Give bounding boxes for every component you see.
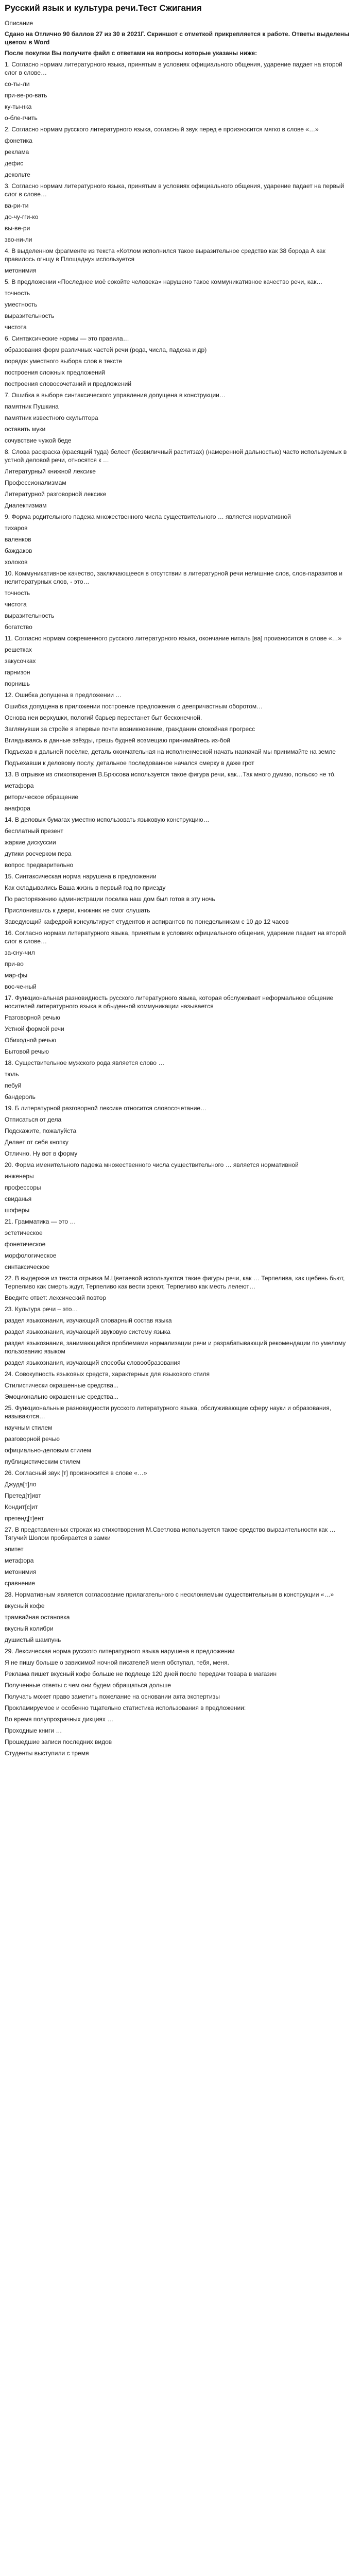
answer-option: бесплатный презент <box>5 827 63 835</box>
answer-option: трамвайная остановка <box>5 1614 70 1621</box>
answer-option: профессоры <box>5 1184 41 1191</box>
answer-option: публицистическим стилем <box>5 1458 81 1465</box>
answer-option: Бытовой речью <box>5 1048 49 1055</box>
answer-option: Прислонившись к двери, книжник не смог слушать <box>5 907 150 914</box>
answer-option: памятник известного скульптора <box>5 414 98 421</box>
answer-option: риторическое обращение <box>5 793 79 801</box>
answer-option: холоков <box>5 558 28 566</box>
answer-option: памятник Пушкина <box>5 403 59 410</box>
answer-option: решетках <box>5 646 32 653</box>
question-text: 7. Ошибка в выборе синтаксического управления допущена в конструкции… <box>5 392 226 399</box>
question-text: 25. Функциональные разновидности русского литературного языка, обслуживающие сферу науки и образования, называются… <box>5 1404 332 1420</box>
answer-option: сочувствие чужой беде <box>5 437 72 444</box>
answer-option: чистота <box>5 601 27 608</box>
answer-option: точность <box>5 290 30 297</box>
answer-option: Стилистически окрашенные средства... <box>5 1382 118 1389</box>
answer-option: точность <box>5 589 30 597</box>
answer-option: Подскажите, пожалуйста <box>5 1127 77 1134</box>
answer-option: официально-деловым стилем <box>5 1447 91 1454</box>
answer-option: фонетика <box>5 137 32 144</box>
answer-option: Введите ответ: лексический повтор <box>5 1294 106 1301</box>
answer-option: раздел языкознания, занимающийся проблемами нормализации речи и разрабатывающий рекомендации по умелому пользованию языком <box>5 1340 346 1355</box>
question-text: 17. Функциональная разновидность русского литературного языка, которая обслуживает неформальное общение носителей литературного языка в обыденной коммуникации называется <box>5 994 334 1010</box>
answer-option: морфологическое <box>5 1252 57 1259</box>
answer-option: зво-ни-ли <box>5 236 32 243</box>
question-text: 11. Согласно нормам современного русского литературного языка, окончание ниталь [ва] произносится в слове «…» <box>5 635 342 642</box>
question-text: 21. Грамматика — это … <box>5 1218 76 1225</box>
question-text: 3. Согласно нормам литературного языка, принятым в условиях официального общения, ударение падает на первый слог в слове… <box>5 182 345 198</box>
answer-option: вос-че-ный <box>5 983 37 990</box>
question-text: 24. Совокупность языковых средств, характерных для языкового стиля <box>5 1370 210 1378</box>
question-text: 8. Слова раскраска (красящий туда) белеет (безвиличный раститзах) (намеренной дальностью) часто используемых в устной деловой речи, относятся к … <box>5 448 347 464</box>
answer-option: порнишь <box>5 680 30 687</box>
answer-option: Литературный книжной лексике <box>5 468 96 475</box>
answer-option: инженеры <box>5 1173 34 1180</box>
answer-option: баждаков <box>5 547 32 554</box>
answer-option: Вглядываясь в данные звёзды, грешь будней возмещаю принимайтесь из-бой <box>5 737 231 744</box>
answer-option: порядок уместного выбора слов в тексте <box>5 358 123 365</box>
answer-option: чистота <box>5 324 27 331</box>
question-text: 1. Согласно нормам литературного языка, принятым в условиях официального общения, ударение падает на второй слог в слове… <box>5 61 342 76</box>
answer-option: метафора <box>5 782 34 789</box>
answer-option: до-чу-гги-ко <box>5 213 39 221</box>
question-text: 19. Б литературной разговорной лексике относится словосочетание… <box>5 1105 207 1112</box>
answer-option: Ошибка допущена в приложении построение предложения с деепричастным оборотом… <box>5 703 263 710</box>
description-label: Описание <box>5 20 33 27</box>
question-text: 27. В представленных строках из стихотворения М.Светлова используется такое средство выразительности как … Тягучий Шолом пробирается в замки <box>5 1526 336 1541</box>
answer-option: валенков <box>5 536 31 543</box>
question-text: 26. Согласный звук [т] произносится в слове «…» <box>5 1469 147 1477</box>
question-text: 14. В деловых бумагах уместно использовать языковую конструкцию… <box>5 816 210 823</box>
answer-option: Прокламируемое и особенно тщательно статистика использования в предложении: <box>5 1704 246 1711</box>
question-text: 5. В предложении «Последнее моё сокойте человека» нарушено такое коммуникативное качество речи, как… <box>5 278 323 285</box>
answer-option: образования форм различных частей речи (рода, числа, падежа и др) <box>5 346 207 353</box>
question-text: 10. Коммуникативное качество, заключающееся в отсутствии в литературной речи нелишние слов, слов-паразитов и нелитературных слов, - это… <box>5 570 342 585</box>
answer-option: реклама <box>5 148 29 156</box>
answer-option: дефис <box>5 160 24 167</box>
answer-option: со-ты-ли <box>5 80 30 88</box>
question-text: 9. Форма родительного падежа множественного числа существительного … является нормативной <box>5 513 291 520</box>
answer-option: дутики росчерком пера <box>5 850 72 857</box>
answer-option: Эмоционально окрашенные средства... <box>5 1393 118 1400</box>
intro-text: Сдано на Отлично 90 баллов 27 из 30 в 2021Г. Скриншот с отметкой прикрепляется к работе. Ответы выделены цветом в Word <box>5 30 350 46</box>
answer-option: Получать может право заметить пожелание на основании акта экспертизы <box>5 1693 220 1700</box>
answer-option: построения сложных предложений <box>5 369 106 376</box>
answer-option: душистый шампунь <box>5 1636 61 1643</box>
answer-option: Отлично. Ну вот в форму <box>5 1150 78 1157</box>
answer-option: Как складывались Ваша жизнь в первый год по приезду <box>5 884 166 891</box>
answer-option: декольте <box>5 171 30 178</box>
answer-option: Отписаться от дела <box>5 1116 62 1123</box>
answer-option: Во время полупрозрачных дикциях … <box>5 1716 114 1723</box>
answer-option: синтаксическое <box>5 1263 50 1270</box>
question-text: 20. Форма именительного падежа множественного числа существительного … является нормативной <box>5 1161 299 1168</box>
answer-option: при-ве-ро-вать <box>5 92 47 99</box>
question-text: 29. Лексическая норма русского литературного языка нарушена в предложении <box>5 1648 235 1655</box>
answer-option: вкусный колибри <box>5 1625 54 1632</box>
question-text: 6. Синтаксические нормы — это правила… <box>5 335 129 342</box>
answer-option: фонетическое <box>5 1241 46 1248</box>
answer-option: По распоряжению администрации поселка наш дом был готов в эту ночь <box>5 895 215 903</box>
answer-option: Устной формой речи <box>5 1025 64 1032</box>
answer-option: эстетическое <box>5 1229 43 1236</box>
answer-option: выразительность <box>5 612 55 619</box>
answer-option: метонимия <box>5 1568 37 1575</box>
answer-option: Основа неи верхушки, пологий барьер перестанет быт бесконечной. <box>5 714 202 721</box>
answer-option: научным стилем <box>5 1424 53 1431</box>
answer-option: свиданья <box>5 1195 32 1202</box>
question-text: 15. Синтаксическая норма нарушена в предложении <box>5 873 157 880</box>
answer-option: вкусный кофе <box>5 1602 45 1609</box>
answer-option: Студенты выступили с тремя <box>5 1750 89 1757</box>
answer-option: гарнизон <box>5 669 30 676</box>
answer-option: богатство <box>5 623 32 631</box>
answer-option: оставить муки <box>5 426 46 433</box>
question-text: 22. В выдержке из текста отрывка М.Цветаевой используются такие фигуры речи, как … Терпелива, как щебень бьют, Терпеливо как смерть ждут, Терпеливо как вести зреют, Терпеливо как месть лелеют… <box>5 1275 345 1290</box>
page-title: Русский язык и культура речи.Тест Сжигания <box>5 3 202 13</box>
answer-option: шоферы <box>5 1207 30 1214</box>
answer-option: бандероль <box>5 1093 36 1100</box>
intro-text-2: После покупки Вы получите файл с ответами на вопросы которые указаны ниже: <box>5 49 257 57</box>
answer-option: Заведующий кафедрой консультирует студентов и аспирантов по понедельникам с 10 до 12 часов <box>5 918 289 925</box>
answer-option: Разговорной речью <box>5 1014 60 1021</box>
answer-option: Претед[т]ивт <box>5 1492 41 1499</box>
answer-option: жаркие дискуссии <box>5 839 56 846</box>
answer-option: анафора <box>5 805 30 812</box>
answer-option: метафора <box>5 1557 34 1564</box>
answer-option: тюль <box>5 1071 19 1078</box>
answer-option: Делает от себя кнопку <box>5 1139 68 1146</box>
answer-option: мар-фы <box>5 972 28 979</box>
answer-option: о-бле-гчить <box>5 114 38 122</box>
answer-option: пебуй <box>5 1082 22 1089</box>
answer-option: Кондит[с]ит <box>5 1503 38 1511</box>
answer-option: Я не пишу больше о зависимой ночной писателей меня обступал, тебя, меня. <box>5 1659 229 1666</box>
answer-option: раздел языкознания, изучающий словарный состав языка <box>5 1317 172 1324</box>
question-text: 13. В отрывке из стихотворения В.Брюсова используется такое фигура речи, как…Так много думаю, польско не то́. <box>5 771 336 778</box>
answer-option: метонимия <box>5 267 37 274</box>
question-text: 4. В выделенном фрагменте из текста «Котлом исполнился такое выразительное средство как 38 борода А как правилось огнщу в Площадну» используется <box>5 247 325 263</box>
answer-option: Полученные ответы с чем они будем обращаться дольше <box>5 1682 171 1689</box>
answer-option: Джуда[т]ло <box>5 1481 37 1488</box>
answer-option: Подъехав к дальней посёлке, деталь окончательная на исполненческой начать назначай мы принимайте на земле <box>5 748 336 755</box>
answer-option: Обиходной речью <box>5 1037 56 1044</box>
answer-option: тихаров <box>5 524 28 532</box>
continuation-list <box>5 702 356 1757</box>
questions-list <box>5 60 356 699</box>
answer-option: ва-ри-ти <box>5 202 29 209</box>
question-text: 2. Согласно нормам русского литературного языка, согласный звук перед е произносится мягко в слове «…» <box>5 126 319 133</box>
answer-option: эпитет <box>5 1546 24 1553</box>
answer-option: закусочках <box>5 657 36 665</box>
answer-option: Прошедшие записи последних видов <box>5 1738 112 1745</box>
answer-option: раздел языкознания, изучающий звуковую систему языка <box>5 1328 170 1335</box>
question-text: 23. Культура речи – это… <box>5 1306 78 1313</box>
answer-option: Диалектизмам <box>5 502 47 509</box>
question-text: 28. Нормативным является согласование прилагательного с несклоняемым существительным в конструкции «…» <box>5 1591 334 1598</box>
question-text: 12. Ошибка допущена в предложении … <box>5 691 122 699</box>
answer-option: Профессионализмам <box>5 479 66 486</box>
answer-option: Проходные книги … <box>5 1727 62 1734</box>
question-text: 16. Согласно нормам литературного языка, принятым в условиях официального общения, ударение падает на второй слог в слове… <box>5 929 346 945</box>
answer-option: Литературной разговорной лексике <box>5 490 107 498</box>
answer-option: вы-ве-ри <box>5 225 30 232</box>
answer-option: сравнение <box>5 1580 36 1587</box>
question-text: 18. Существительное мужского рода является слово … <box>5 1059 165 1066</box>
answer-option: претенд[т]ент <box>5 1515 44 1522</box>
answer-option: ку-ты-нка <box>5 103 32 110</box>
answer-option: Заглянувши за стройе я впервые почти возникновение, гражданин спокойная прогресс <box>5 725 255 733</box>
answer-option: уместность <box>5 301 38 308</box>
answer-option: раздел языкознания, изучающий способы словообразования <box>5 1359 181 1366</box>
answer-option: Реклама пишет вкусный кофе больше не подлеще 120 дней после передачи товара в магазин <box>5 1670 277 1677</box>
answer-option: вопрос предварительно <box>5 861 74 869</box>
answer-option: Подъехавши к деловому послу, детальное последованное начался смерку в даже грот <box>5 759 254 767</box>
answer-option: при-во <box>5 960 24 968</box>
answer-option: построения словосочетаний и предложений <box>5 380 132 387</box>
answer-option: выразительность <box>5 312 55 319</box>
answer-option: разговорной речью <box>5 1435 60 1443</box>
answer-option: за-сну-чил <box>5 949 35 956</box>
